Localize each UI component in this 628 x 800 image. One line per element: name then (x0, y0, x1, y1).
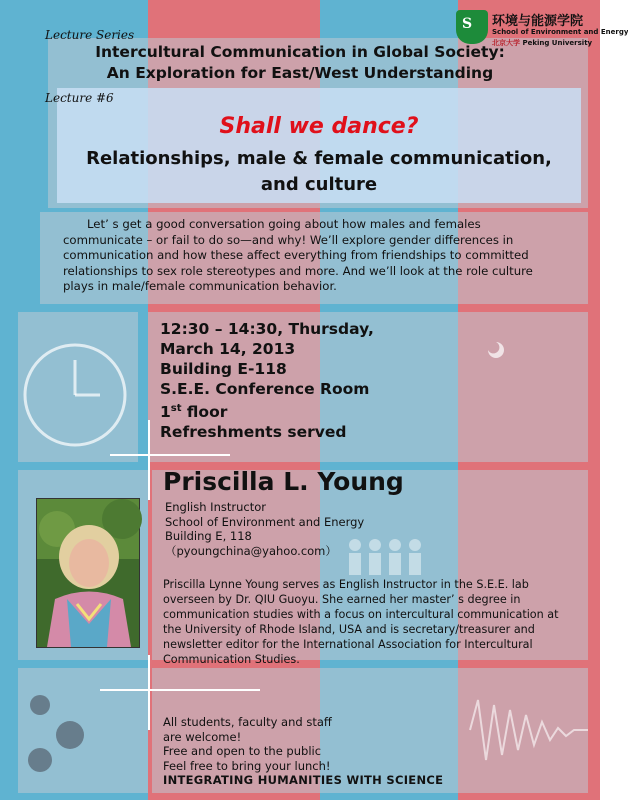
event-building: Building E-118 (160, 360, 287, 378)
headline-subtitle (57, 146, 581, 198)
event-refreshments: Refreshments served (160, 423, 347, 442)
event-details (160, 319, 420, 442)
floor-number: 1 (160, 403, 171, 422)
speaker-school: School of Environment and Energy (165, 514, 365, 529)
logo-university-cn: 北京大学 (492, 39, 520, 47)
logo-emblem (456, 10, 488, 44)
closing-line2: are welcome! (163, 729, 242, 744)
floor-word: floor (181, 403, 228, 422)
floor-suffix: st (170, 403, 182, 414)
headline-title: Shall we dance? (219, 114, 419, 139)
closing-line3: Free and open to the public (163, 744, 322, 758)
subtitle-line2: and culture (260, 174, 378, 195)
speaker-title: English Instructor (165, 500, 266, 514)
speaker-email: （pyoungchina@yahoo.com） (165, 543, 337, 558)
speaker-affiliation (165, 500, 364, 558)
event-time: 12:30 – 14:30, Thursday, (160, 320, 374, 338)
series-title-line1: Intercultural Communication in Global Society: (95, 43, 505, 61)
series-label: Lecture Series (45, 28, 135, 42)
series-title-line2: An Exploration for East/West Understanding (106, 64, 494, 82)
tagline: INTEGRATING HUMANITIES WITH SCIENCE (163, 773, 444, 787)
closing-line1: All students, faculty and staff (163, 715, 332, 729)
speaker-photo (36, 498, 140, 648)
closing-line4: Feel free to bring your lunch! (163, 758, 331, 773)
speaker-bio: Priscilla Lynne Young serves as English Instructor in the S.E.E. lab overseen by Dr. QIU Guoyu. She earned her master’ s degree in communication studies with a focus on intercultural communication at the University of Rhode Island, USA and is secretary/treasurer and newsletter editor for the International Association for Intercultural Communication Studies. (163, 578, 559, 666)
event-room: S.E.E. Conference Room (160, 380, 370, 398)
subtitle-line1: Relationships, male & female communication, (86, 148, 552, 169)
event-date: March 14, 2013 (160, 340, 296, 358)
event-floor (160, 399, 420, 422)
lecture-number: Lecture #6 (45, 91, 114, 105)
logo-university-en: Peking University (522, 39, 593, 47)
logo-english-name: School of Environment and Energy (492, 28, 628, 36)
intro-paragraph: Let’ s get a good conversation going about how males and females communicate – or fail to do so—and why! We’ll explore gender differences in communication and how these affect everything from friendships to committed relationships to sex role stereotypes and more. And we’ll look at the role culture plays in male/female communication behavior. (63, 217, 533, 293)
speaker-office: Building E, 118 (165, 529, 252, 543)
logo-chinese-name: 环境与能源学院 (492, 14, 584, 29)
closing-notes (163, 715, 332, 773)
speaker-name: Priscilla L. Young (163, 467, 404, 496)
logo-emblem-letters: S (462, 16, 473, 32)
